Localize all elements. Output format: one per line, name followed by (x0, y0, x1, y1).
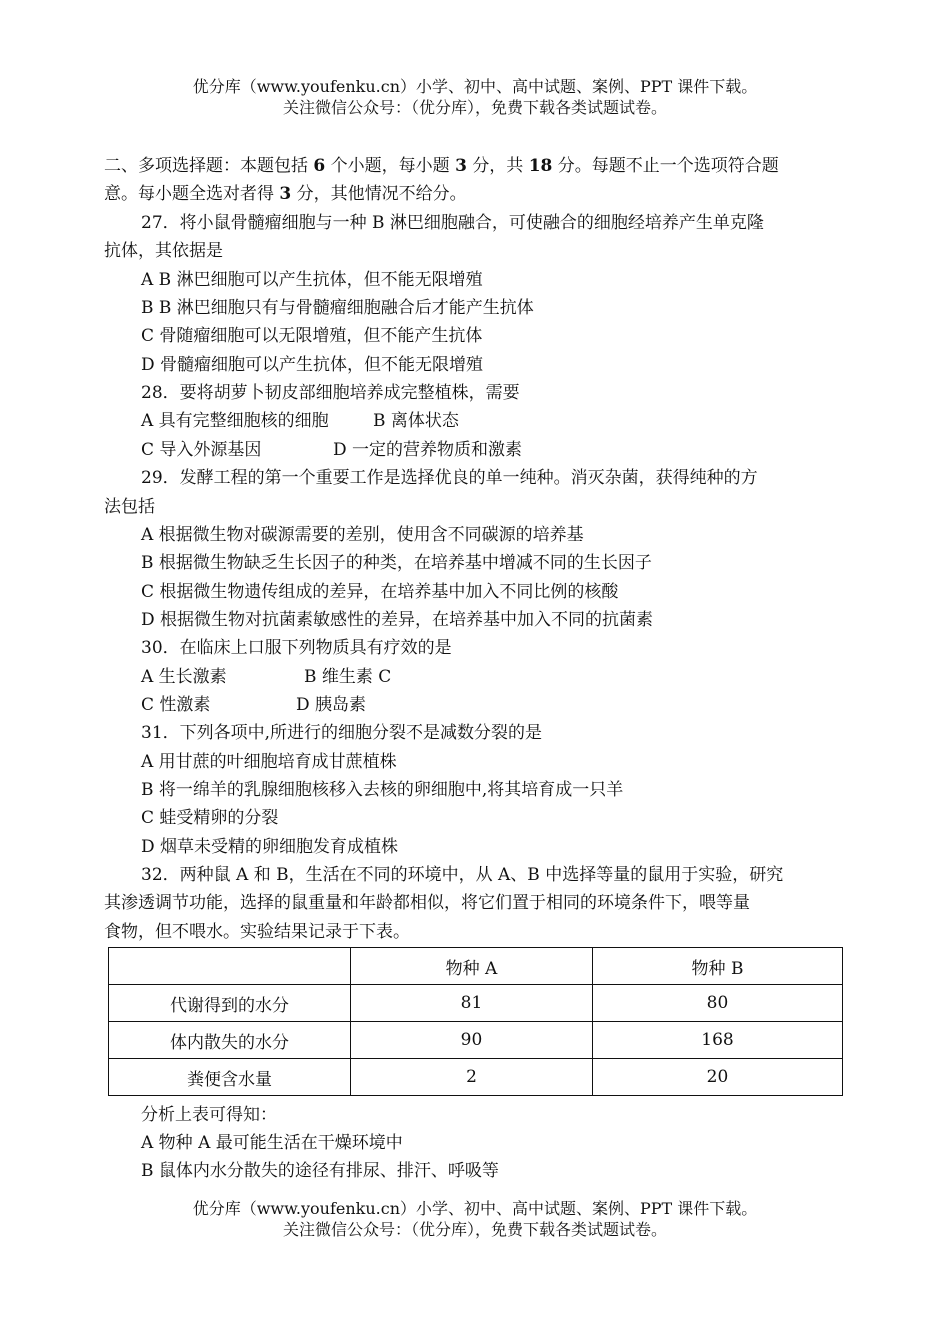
question-29-stem: 29．发酵工程的第一个重要工作是选择优良的单一纯种。消灭杂菌，获得纯种的方 (141, 468, 758, 488)
header-line-1: 优分库（www.youfenku.cn）小学、初中、高中试题、案例、PPT 课件下载。 (192, 77, 758, 96)
question-29-stem-cont: 法包括 (104, 497, 155, 517)
question-30-stem: 30．在临床上口服下列物质具有疗效的是 (141, 638, 452, 658)
table-row (109, 1059, 843, 1096)
question-29-option-c: C 根据微生物遗传组成的差异，在培养基中加入不同比例的核酸 (141, 582, 619, 602)
question-31-option-d: D 烟草未受精的卵细胞发育成植株 (141, 837, 399, 857)
question-31-stem: 31．下列各项中,所进行的细胞分裂不是减数分裂的是 (141, 723, 543, 743)
question-31-option-c: C 蛙受精卵的分裂 (141, 808, 279, 828)
question-30-option-a: A 生长激素 (141, 667, 227, 687)
question-29-option-b: B 根据微生物缺乏生长因子的种类，在培养基中增减不同的生长因子 (141, 553, 652, 573)
table-header-cell: 物种 B (593, 948, 843, 985)
question-28-option-c: C 导入外源基因 (141, 440, 262, 460)
footer-line-2: 关注微信公众号：（优分库），免费下载各类试题试卷。 (282, 1220, 667, 1239)
table-header-row (109, 948, 843, 985)
table-cell: 80 (593, 985, 843, 1022)
question-27-option-b: B B 淋巴细胞只有与骨髓瘤细胞融合后才能产生抗体 (141, 298, 534, 318)
header-line-2: 关注微信公众号：（优分库），免费下载各类试题试卷。 (282, 98, 667, 117)
question-29-option-d: D 根据微生物对抗菌素敏感性的差异，在培养基中加入不同的抗菌素 (141, 610, 654, 630)
question-30-option-d: D 胰岛素 (296, 695, 367, 715)
question-28-option-a: A 具有完整细胞核的细胞 (141, 411, 329, 431)
question-32-stem: 32．两种鼠 A 和 B，生活在不同的环境中，从 A、B 中选择等量的鼠用于实验，研究 (141, 865, 784, 885)
question-27-stem-cont: 抗体，其依据是 (104, 241, 223, 261)
question-32-analysis-lead: 分析上表可得知： (141, 1105, 277, 1125)
question-29-option-a: A 根据微生物对碳源需要的差别，使用含不同碳源的培养基 (141, 525, 584, 545)
table-row (109, 1022, 843, 1059)
table-cell: 168 (593, 1022, 843, 1059)
table-header-cell: 物种 A (351, 948, 593, 985)
question-27-option-d: D 骨髓瘤细胞可以产生抗体，但不能无限增殖 (141, 355, 484, 375)
section-intro-line-2: 意。每小题全选对者得 3 分，其他情况不给分。 (104, 184, 467, 204)
results-table (108, 947, 843, 1096)
table-cell: 81 (351, 985, 593, 1022)
question-28-option-d: D 一定的营养物质和激素 (333, 440, 523, 460)
question-28-stem: 28．要将胡萝卜韧皮部细胞培养成完整植株，需要 (141, 383, 520, 403)
table-cell: 20 (593, 1059, 843, 1096)
question-32-option-a: A 物种 A 最可能生活在干燥环境中 (141, 1133, 403, 1153)
table-row (109, 985, 843, 1022)
question-32-stem-cont-2: 食物，但不喂水。实验结果记录于下表。 (104, 922, 410, 942)
table-header-cell (109, 948, 351, 985)
table-cell: 代谢得到的水分 (109, 985, 351, 1022)
table-cell: 90 (351, 1022, 593, 1059)
question-31-option-b: B 将一绵羊的乳腺细胞核移入去核的卵细胞中,将其培育成一只羊 (141, 780, 624, 800)
table-cell: 体内散失的水分 (109, 1022, 351, 1059)
question-31-option-a: A 用甘蔗的叶细胞培育成甘蔗植株 (141, 752, 397, 772)
question-32-stem-cont-1: 其渗透调节功能，选择的鼠重量和年龄都相似，将它们置于相同的环境条件下，喂等量 (104, 893, 750, 913)
table-cell: 粪便含水量 (109, 1059, 351, 1096)
footer-line-1: 优分库（www.youfenku.cn）小学、初中、高中试题、案例、PPT 课件下载。 (192, 1199, 758, 1218)
question-27-stem: 27．将小鼠骨髓瘤细胞与一种 B 淋巴细胞融合，可使融合的细胞经培养产生单克隆 (141, 213, 764, 233)
question-28-option-b: B 离体状态 (373, 411, 459, 431)
table-cell: 2 (351, 1059, 593, 1096)
question-32-option-b: B 鼠体内水分散失的途径有排尿、排汗、呼吸等 (141, 1161, 499, 1181)
question-27-option-a: A B 淋巴细胞可以产生抗体，但不能无限增殖 (141, 270, 483, 290)
question-30-option-c: C 性激素 (141, 695, 211, 715)
section-intro-line-1: 二、多项选择题：本题包括 6 个小题，每小题 3 分，共 18 分。每题不止一个选项符合题 (104, 156, 779, 176)
question-30-option-b: B 维生素 C (304, 667, 392, 687)
question-27-option-c: C 骨随瘤细胞可以无限增殖，但不能产生抗体 (141, 326, 483, 346)
